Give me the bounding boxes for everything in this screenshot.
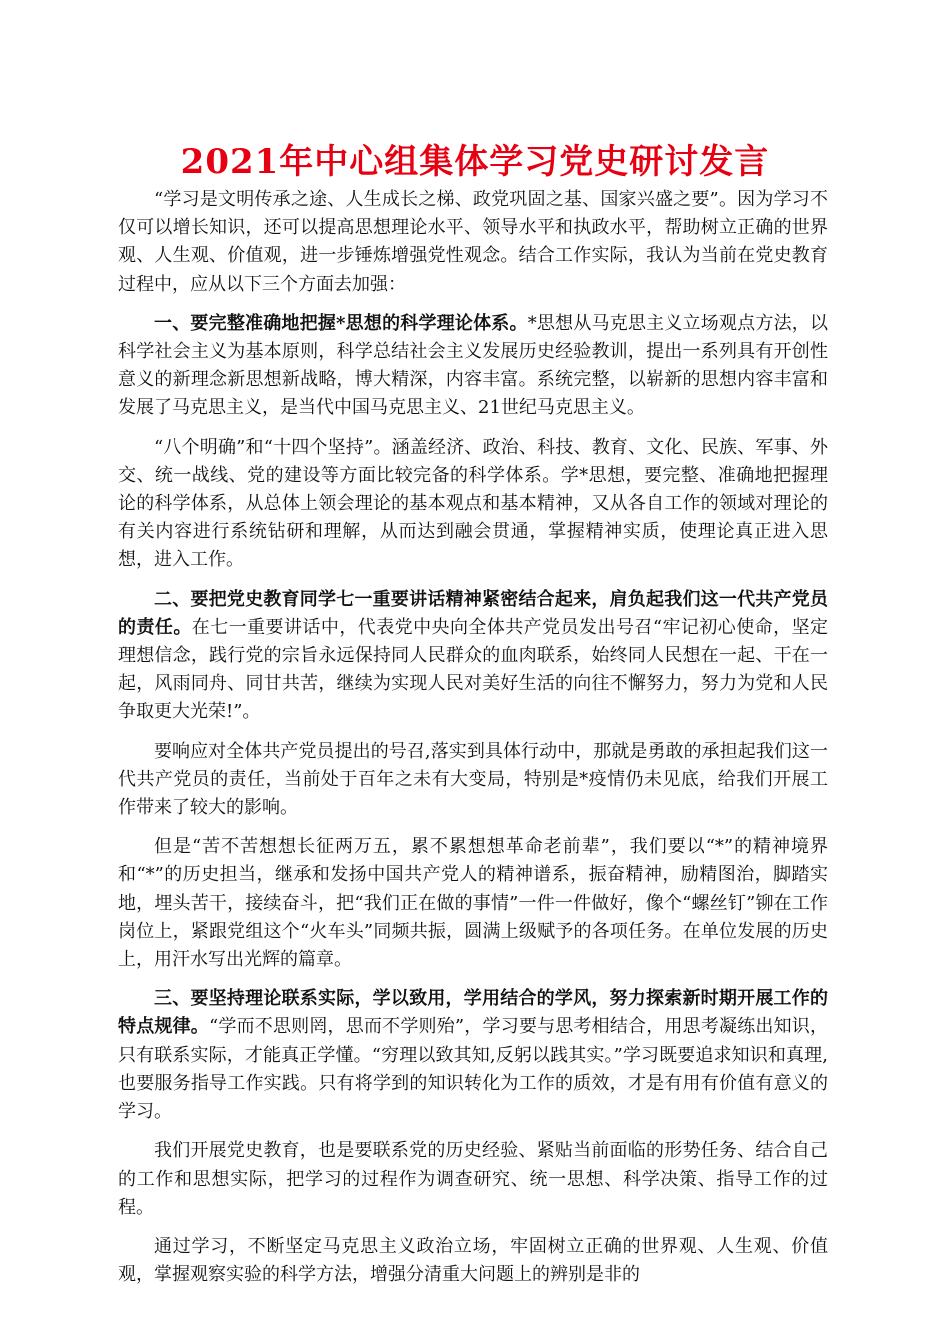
paragraph-text: *思想从马克思主义立场观点方法，以科学社会主义为基本原则，科学总结社会主义发展历史经验教训，提出一系列具有开创性意义的新理念新思想新战略，博大精深，内容丰富。系统完整，以崭新的思想内容丰富和发展了马克思主义，是当代中国马克思主义、21世纪马克思主义。: [118, 312, 828, 419]
paragraph-section-3-cont-b: [118, 1233, 828, 1289]
paragraph-text: 我们开展党史教育，也是要联系党的历史经验、紧贴当前面临的形势任务、结合自己的工作和思想实际，把学习的过程作为调查研究、统一思想、科学决策、指导工作的过程。: [118, 1140, 828, 1218]
paragraph-text: 但是“苦不苦想想长征两万五，累不累想想革命老前辈”，我们要以“*”的精神境界和“*”的历史担当，继承和发扬中国共产党人的精神谱系，振奋精神，励精图治，脚踏实地，埋头苦干，接续奋斗，把“我们正在做的事情”一件一件做好，像个“螺丝钉”铆在工作岗位上，紧跟党组这个“火车头”同频共振，圆满上级赋予的各项任务。在单位发展的历史上，用汗水写出光辉的篇章。: [118, 836, 828, 971]
document-title: 2021年中心组集体学习党史研讨发言: [180, 142, 770, 182]
document-body: [118, 186, 828, 1300]
paragraph-text: “八个明确”和“十四个坚持”。涵盖经济、政治、科技、教育、文化、民族、军事、外交、统一战线、党的建设等方面比较完备的科学体系。学*思想，要完整、准确地把握理论的科学体系，从总体上领会理论的基本观点和基本精神，又从各自工作的领域对理论的有关内容进行系统钻研和理解，从而达到融会贯通，掌握精神实质，使理论真正进入思想，进入工作。: [118, 436, 828, 571]
paragraph-section-3: [118, 985, 828, 1126]
paragraph-section-1-cont: [118, 434, 828, 575]
section-heading-2: 二、要把党史教育同学七一重要讲话精神紧密结合起来，肩负起我们这一代共产党员的责任。: [118, 588, 828, 638]
paragraph-section-2-cont-b: [118, 833, 828, 974]
section-heading-1: 一、要完整准确地把握*思想的科学理论体系。: [154, 312, 528, 334]
paragraph-text: “学而不思则罔，思而不学则殆”，学习要与思考相结合，用思考凝练出知识，只有联系实际，才能真正学懂。“穷理以致其知,反躬以践其实。”学习既要追求知识和真理,也要服务指导工作实践。只有将学到的知识转化为工作的质效，才是有用有价值有意义的学习。: [118, 1016, 829, 1123]
paragraph-text: “学习是文明传承之途、人生成长之梯、政党巩固之基、国家兴盛之要”。因为学习不仅可以增长知识，还可以提高思想理论水平、领导水平和执政水平，帮助树立正确的世界观、人生观、价值观，进一步锤炼增强党性观念。结合工作实际，我认为当前在党史教育过程中，应从以下三个方面去加强：: [118, 189, 828, 295]
section-heading-3: 三、要坚持理论联系实际，学以致用，学用结合的学风，努力探索新时期开展工作的特点规律。: [118, 988, 828, 1038]
paragraph-text: 要响应对全体共产党员提出的号召,落实到具体行动中，那就是勇敢的承担起我们这一代共产党员的责任，当前处于百年之未有大变局，特别是*疫情仍未见底，给我们开展工作带来了较大的影响。: [118, 740, 828, 819]
paragraph-section-2-cont-a: [118, 738, 828, 823]
paragraph-text: 通过学习，不断坚定马克思主义政治立场，牢固树立正确的世界观、人生观、价值观，掌握观察实验的科学方法，增强分清重大问题上的辨别是非的: [118, 1235, 828, 1286]
paragraph-intro: [118, 186, 828, 299]
paragraph-text: 在七一重要讲话中，代表党中央向全体共产党员发出号召“牢记初心使命，坚定理想信念，践行党的宗旨永远保持同人民群众的血肉联系，始终同人民想在一起、干在一起，风雨同舟、同甘共苦，继续为实现人民对美好生活的向往不懈努力，努力为党和人民争取更大光荣!”。: [118, 616, 829, 723]
paragraph-section-1: [118, 310, 828, 423]
paragraph-section-2: [118, 586, 828, 727]
paragraph-section-3-cont-a: [118, 1137, 828, 1222]
